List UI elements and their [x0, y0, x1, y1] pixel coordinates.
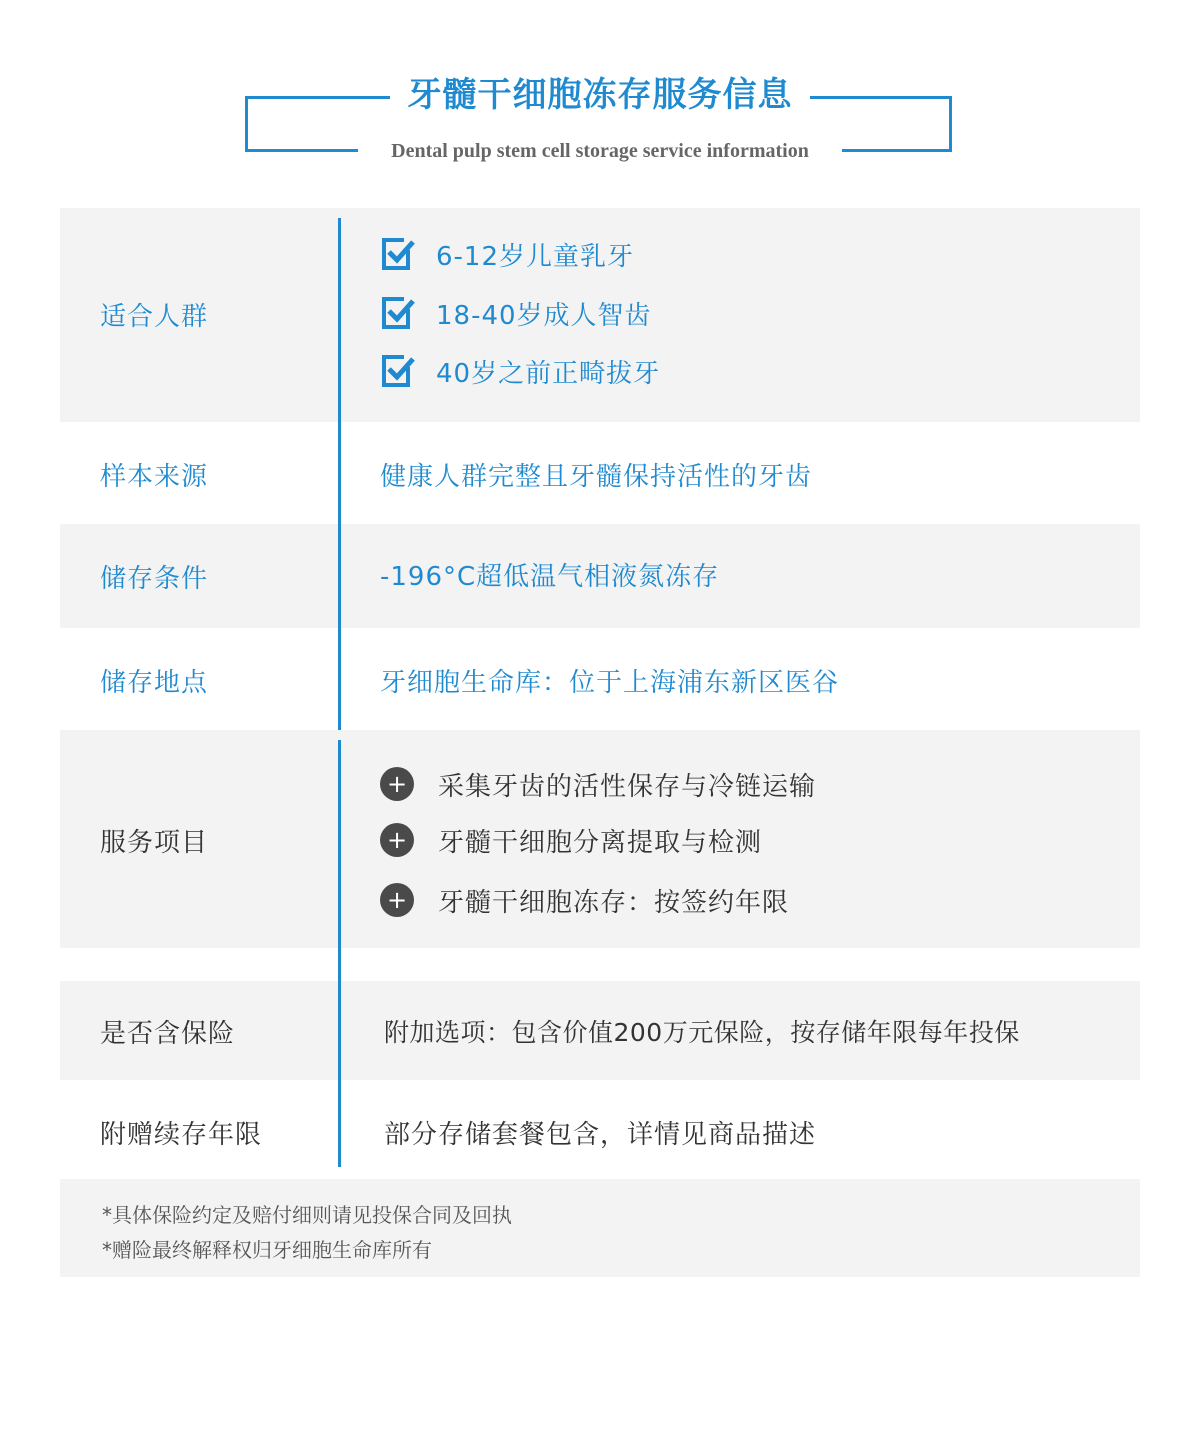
row-bonus [60, 1080, 1140, 1180]
plus-circle-icon: + [380, 767, 414, 801]
list-item-text: 牙髓干细胞冻存：按签约年限 [438, 887, 790, 918]
column-divider [338, 218, 341, 730]
row-value: 部分存储套餐包含，详情见商品描述 [384, 1120, 817, 1150]
row-label: 附赠续存年限 [100, 1120, 263, 1150]
row-label: 服务项目 [100, 828, 209, 858]
row-value: 牙细胞生命库：位于上海浦东新区医谷 [380, 668, 840, 698]
checkbox-checked-icon [380, 353, 416, 389]
row-label: 适合人群 [100, 302, 209, 332]
plus-circle-icon: + [380, 823, 414, 857]
row-location [60, 628, 1140, 730]
list-item-text: 6-12岁儿童乳牙 [436, 241, 635, 272]
row-services [60, 730, 1140, 948]
footnote: *赠险最终解释权归牙细胞生命库所有 [102, 1238, 432, 1262]
row-value: 附加选项：包含价值200万元保险，按存储年限每年投保 [384, 1018, 1020, 1047]
list-item [380, 880, 789, 920]
list-item-text: 采集牙齿的活性保存与冷链运输 [438, 771, 817, 802]
row-label: 是否含保险 [100, 1019, 236, 1049]
list-item-text: 牙髓干细胞分离提取与检测 [438, 827, 763, 858]
checkbox-checked-icon [380, 236, 416, 272]
page-title: 牙髓干细胞冻存服务信息 [390, 70, 810, 120]
notes-box [60, 1179, 1140, 1277]
row-insurance [60, 981, 1140, 1080]
row-label: 储存条件 [100, 564, 209, 594]
list-item [380, 820, 762, 860]
row-condition [60, 524, 1140, 628]
footnote: *具体保险约定及赔付细则请见投保合同及回执 [102, 1203, 512, 1227]
plus-circle-icon: + [380, 883, 414, 917]
row-value: -196°C超低温气相液氮冻存 [380, 562, 720, 592]
list-item [380, 764, 816, 804]
column-divider [338, 740, 341, 1167]
list-item [380, 234, 634, 274]
list-item [380, 293, 652, 333]
row-source [60, 422, 1140, 524]
page-subtitle: Dental pulp stem cell storage service information [358, 137, 842, 165]
row-suitable [60, 208, 1140, 422]
row-value: 健康人群完整且牙髓保持活性的牙齿 [380, 462, 813, 492]
list-item-text: 40岁之前正畸拔牙 [436, 358, 661, 389]
list-item-text: 18-40岁成人智齿 [436, 300, 652, 331]
row-label: 样本来源 [100, 462, 209, 492]
list-item [380, 351, 660, 391]
checkbox-checked-icon [380, 295, 416, 331]
row-label: 储存地点 [100, 668, 209, 698]
